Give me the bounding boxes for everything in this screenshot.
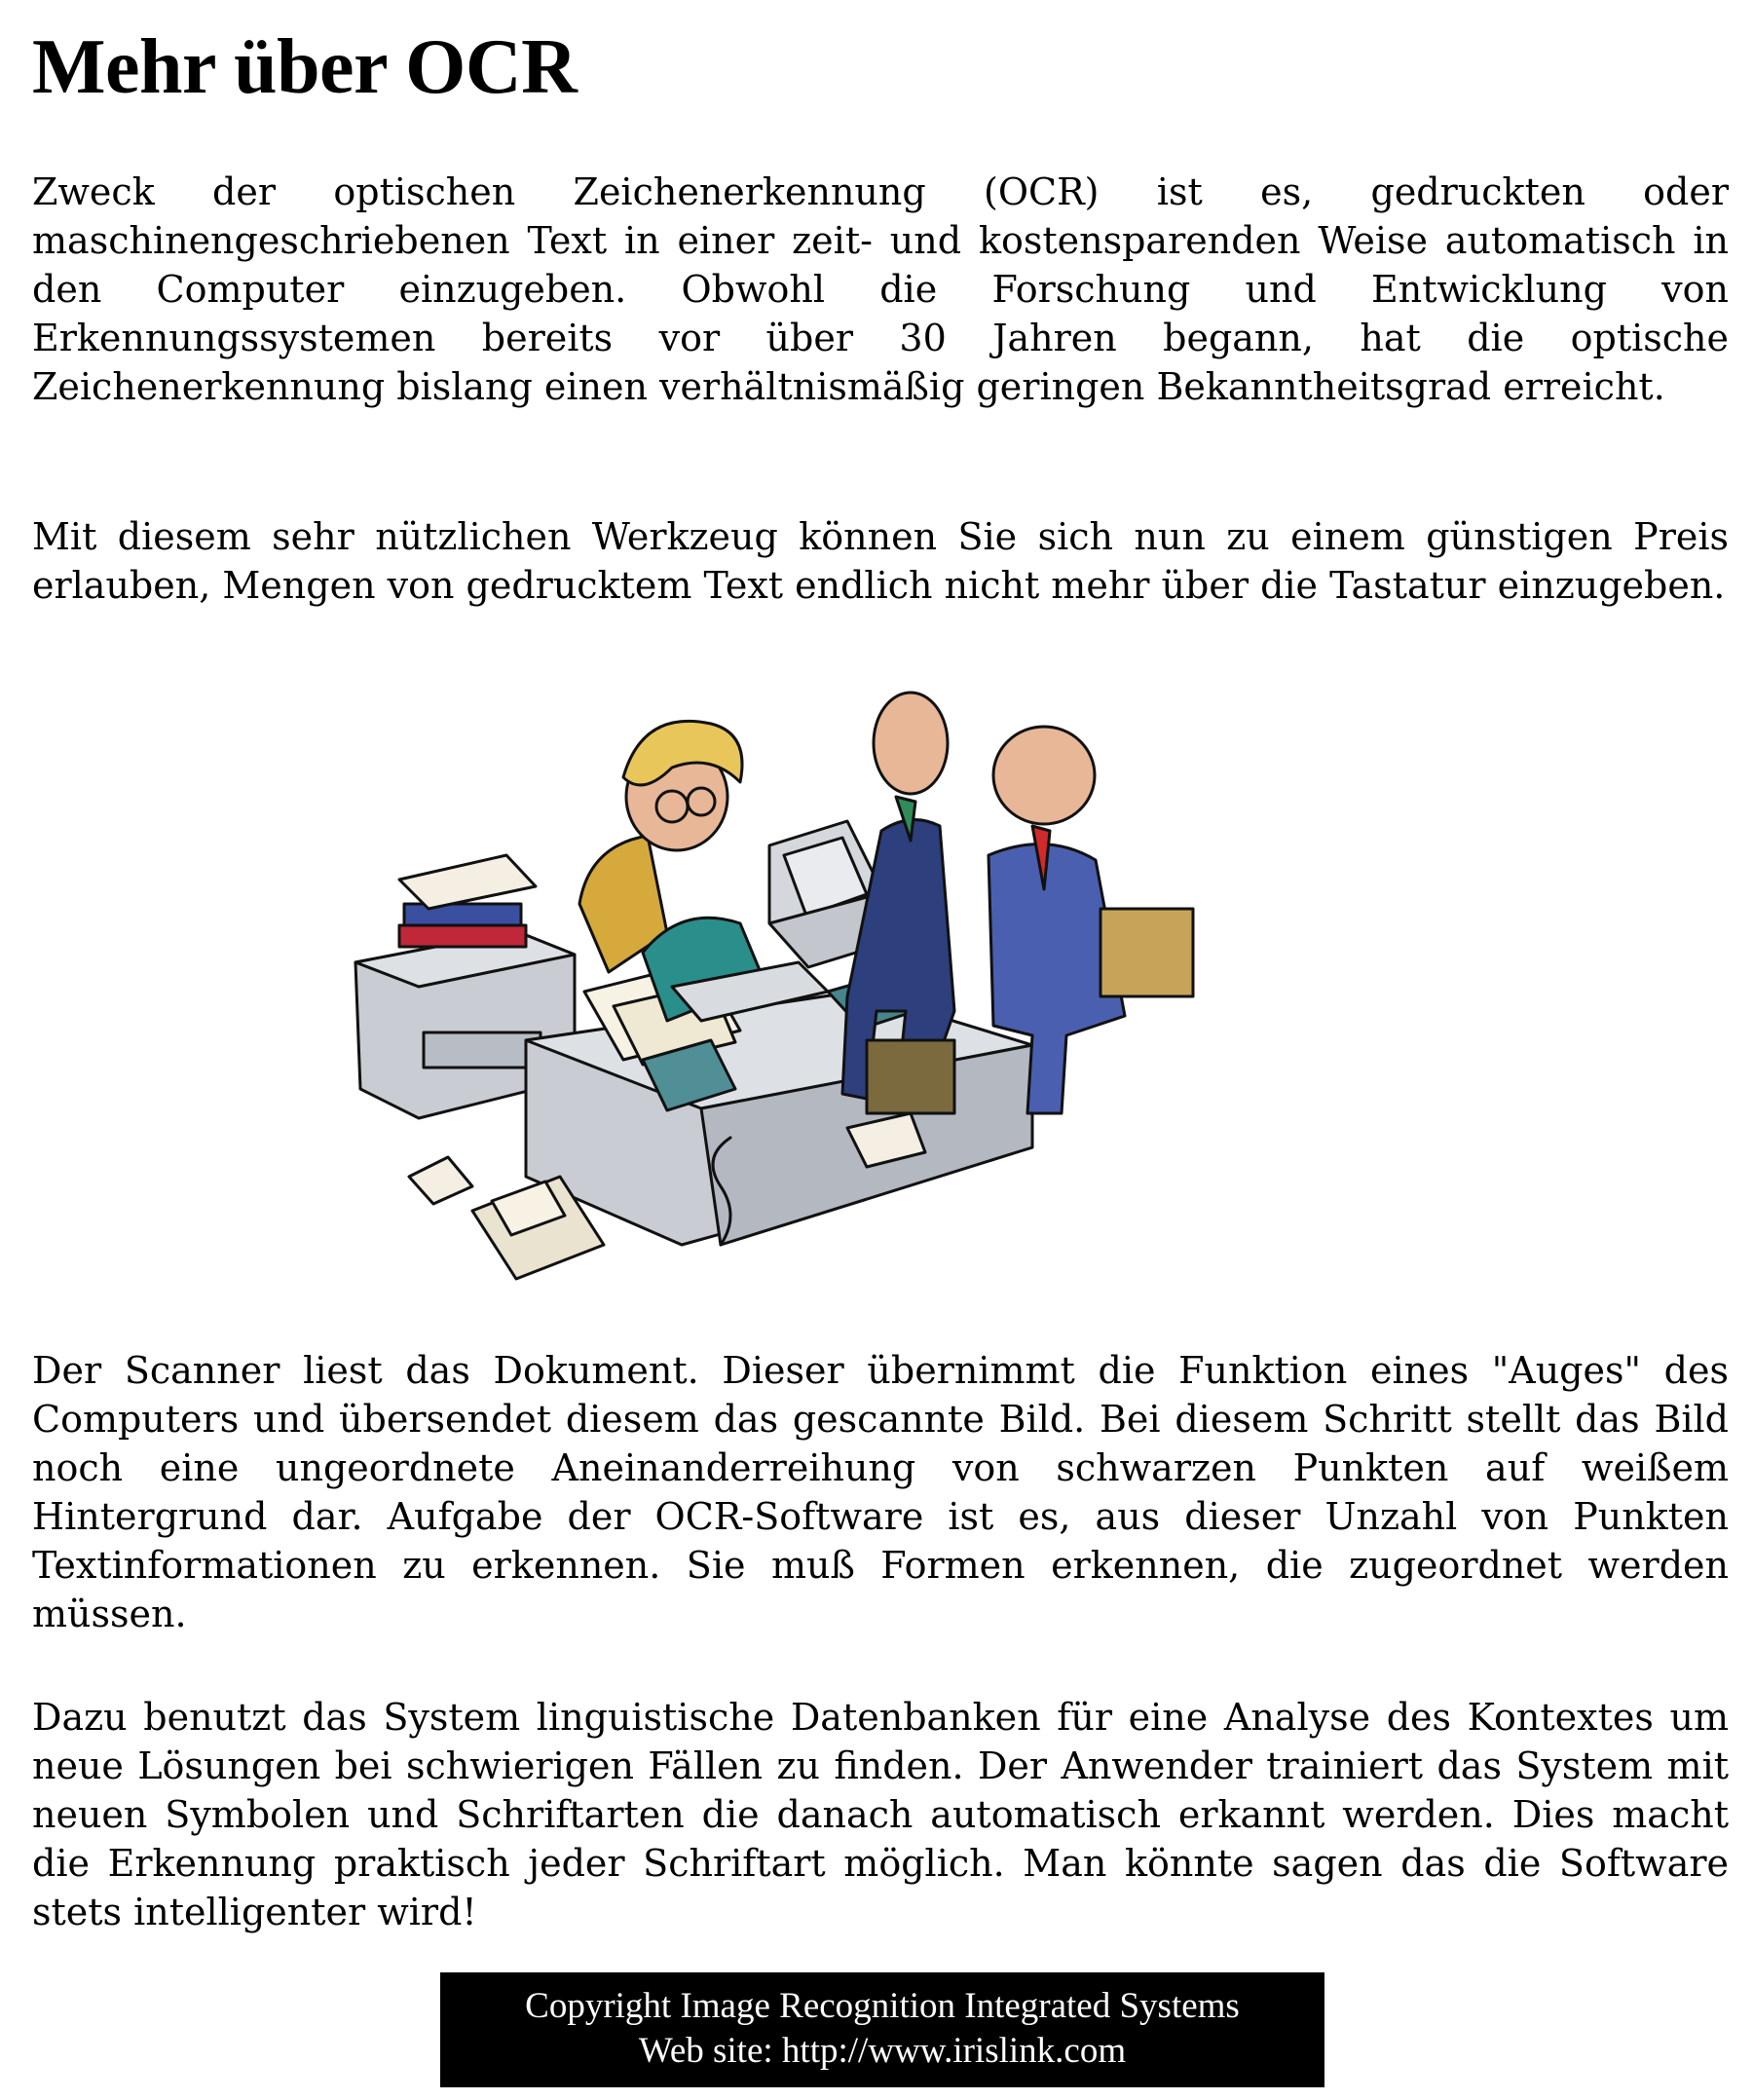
copyright-footer [440,1972,1324,2087]
paragraph-scanner-process: Der Scanner liest das Dokument. Dieser übernimmt die Funktion eines "Auges" des Computers und übersendet diesem das gescannte Bild. Bei diesem Schritt stellt das Bild noch eine ungeordnete Aneinanderreihung von schwarzen Punkten auf weißem Hintergrund dar. Aufgabe der OCR-Software ist es, aus dieser Unzahl von Punkten Textinformationen zu erkennen. Sie muß Formen erkennen, die zugeordnet werden müssen. [32,1349,1729,1635]
copyright-text: Copyright Image Recognition Integrated Systems [525,1986,1240,2026]
office-cartoon-illustration [351,670,1402,1309]
paragraph-ocr-purpose: Zweck der optischen Zeichenerkennung (OCR) ist es, gedruckten oder maschinengeschriebenen Text in einer zeit- und kostensparenden Weise automatisch in den Computer einzugeben. Obwohl die Forschung und Entwicklung von Erkennungssystemen bereits vor über 30 Jahren begann, hat die optische Zeichenerkennung bislang einen verhältnismäßig geringen Bekanntheitsgrad erreicht. [32,170,1729,408]
page-title: Mehr über OCR [32,24,578,110]
paragraph-tool-benefit: Mit diesem sehr nützlichen Werkzeug können Sie sich nun zu einem günstigen Preis erlauben, Mengen von gedrucktem Text endlich nicht mehr über die Tastatur einzugeben. [32,515,1729,607]
paragraph-linguistic-databases: Dazu benutzt das System linguistische Datenbanken für eine Analyse des Kontextes um neue Lösungen bei schwierigen Fällen zu finden. Der Anwender trainiert das System mit neuen Symbolen und Schriftarten die danach automatisch erkannt werden. Dies macht die Erkennung praktisch jeder Schriftart möglich. Man könnte sagen das die Software stets intelligenter wird! [32,1696,1729,1933]
website-text: Web site: http://www.irislink.com [638,2031,1127,2071]
